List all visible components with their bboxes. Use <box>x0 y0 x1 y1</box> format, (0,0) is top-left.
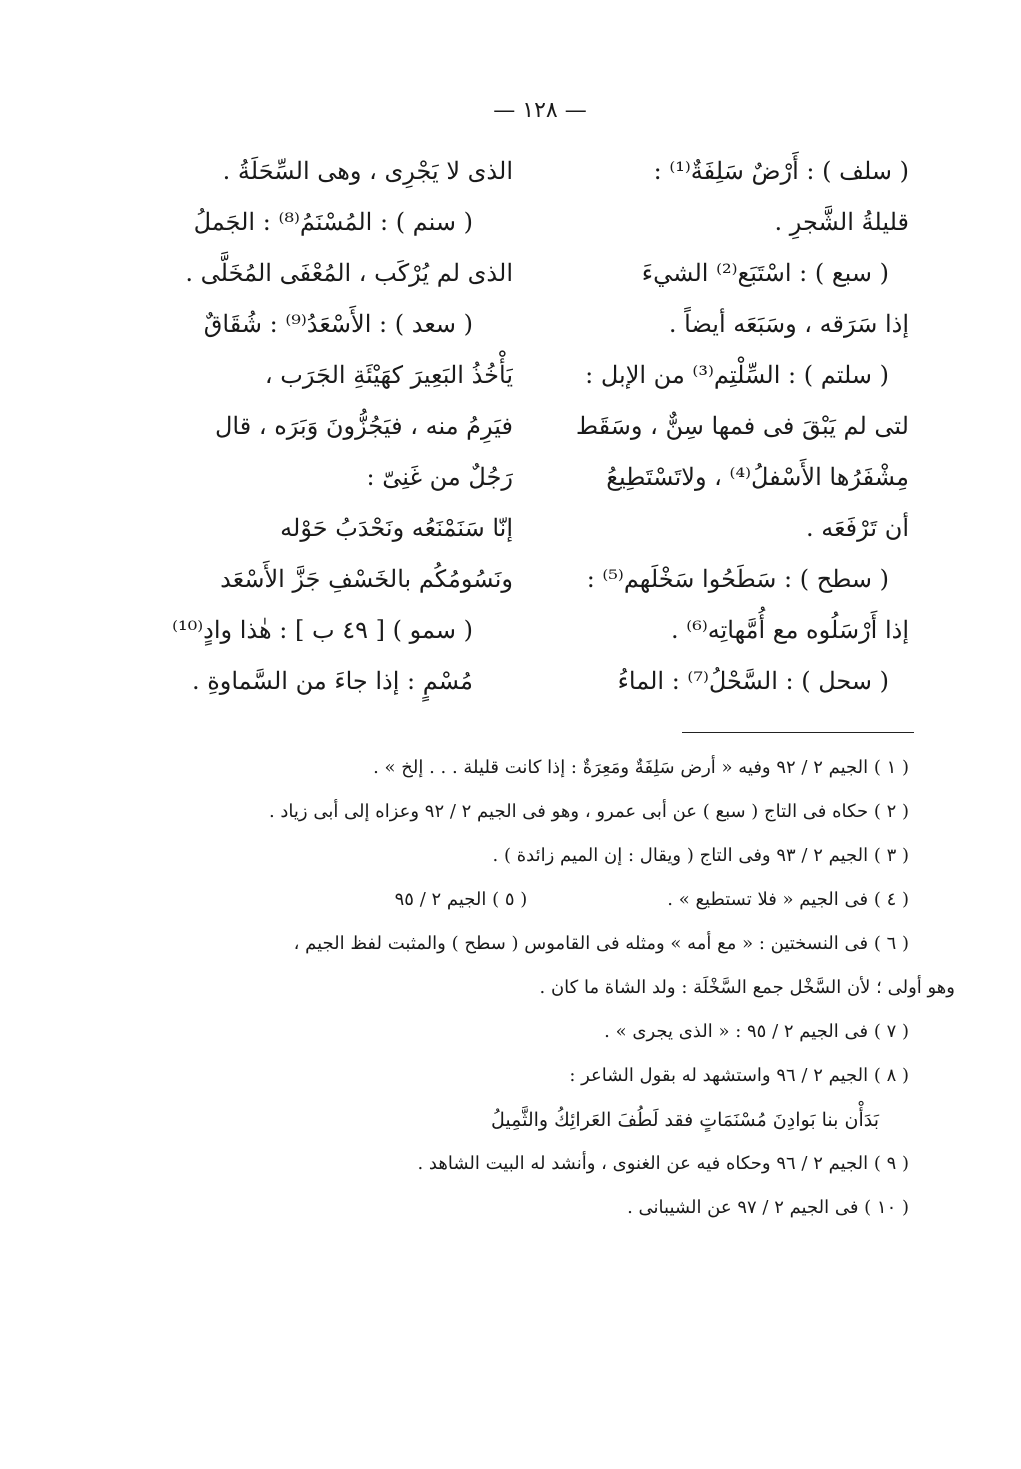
footnote: ( ٤ ) فى الجيم « فلا تستطيع » . <box>667 889 909 910</box>
footnote: ( ٣ ) الجيم ٢ / ٩٣ وفى التاج ( ويقال : إن الميم زائدة ) . <box>492 845 909 866</box>
entry-line: ( سحل ) : السَّحْلُ⁽⁷⁾ : الماءُ <box>617 667 889 695</box>
entry-line: أن تَرْفَعَه . <box>805 514 909 542</box>
entry-line: مِشْفَرُها الأَسْفلُ⁽⁴⁾ ، ولاتَسْتَطِيعُ <box>606 463 909 491</box>
spacer <box>527 878 667 922</box>
entry-line: ( سعد ) : الأَسْعَدُ⁽⁹⁾ : شُقَاقٌ <box>203 310 473 338</box>
footnote: ( ٢ ) حكاه فى التاج ( سبع ) عن أبى عمرو ، وهو فى الجيم ٢ / ٩٢ وعزاه إلى أبى زياد . <box>268 801 909 822</box>
footnote: ( ٩ ) الجيم ٢ / ٩٦ وحكاه فيه عن الغنوى ، وأنشد له البيت الشاهد . <box>417 1153 909 1174</box>
entry-line: ( سلف ) : أَرْضٌ سَلِفَةٌ⁽¹⁾ : <box>653 157 909 185</box>
footnote: ( ٧ ) فى الجيم ٢ / ٩٥ : « الذى يجرى » . <box>604 1021 909 1042</box>
footnote-verse: بَدَأْن بنا بَوادِنَ مُسْنَمَاتٍ فقد لَطُفَ العَرائِكُ والثَّمِيلُ <box>491 1109 879 1131</box>
verse-line: إنّا سَنَمْنَعُه ونَحْدَبُ حَوْله <box>280 514 513 542</box>
entry-line: الذى لم يُرْكَب ، المُعْفَى المُخَلَّى . <box>185 259 513 287</box>
entry-line: رَجُلٌ من غَنِىّ : <box>366 463 513 491</box>
entry-line: ( سطح ) : سَطَحُوا سَخْلَهم⁽⁵⁾ : <box>586 565 889 593</box>
footnotes <box>109 746 955 1230</box>
entry-line: ( سبع ) : اسْتَبَع⁽²⁾ الشيءَ <box>641 259 889 287</box>
entry-line: قليلةُ الشَّجرِ . <box>774 208 909 236</box>
entry-line: لتى لم يَبْقَ فى فمها سِنٌّ ، وسَقَط <box>575 412 909 440</box>
entry-line: ( سنم ) : المُسْنَمُ⁽⁸⁾ : الجَملُ <box>193 208 473 236</box>
entry-line: إذا سَرَقه ، وسَبَعَه أيضاً . <box>668 310 909 338</box>
right-column <box>539 146 909 707</box>
entry-line: فيَرِمُ منه ، فيَجُزُّونَ وَبَرَه ، قال <box>214 412 513 440</box>
footnote: ( ٨ ) الجيم ٢ / ٩٦ واستشهد له بقول الشاعر : <box>569 1065 909 1086</box>
entry-line: الذى لا يَجْرِى ، وهى السِّحَلَةُ . <box>222 157 513 185</box>
footnote-continuation: وهو أولى ؛ لأن السَّخْل جمع السَّخْلَة : ولد الشاة ما كان . <box>539 977 955 998</box>
left-column <box>143 146 513 707</box>
footnote-pair <box>109 878 909 922</box>
footnote: ( ٥ ) الجيم ٢ / ٩٥ <box>394 889 528 910</box>
entry-line: إذا أَرْسَلُوه مع أُمَّهاتِه⁽⁶⁾ . <box>671 616 909 644</box>
entry-line: ( سلتم ) : السِّلْتِم⁽³⁾ من الإبل : <box>585 361 889 389</box>
footnote: ( ٦ ) فى النسختين : « مع أمه » ومثله فى القاموس ( سطح ) والمثبت لفظ الجيم ، <box>293 933 909 954</box>
page-number: — ١٢٨ — <box>493 98 587 123</box>
entry-line: ( سمو ) [ ٤٩ ب ] : هٰذا وادٍ⁽¹⁰⁾ <box>172 616 473 644</box>
footnote: ( ١ ) الجيم ٢ / ٩٢ وفيه « أرض سَلِفَةٌ ومَعِرَةٌ : إذا كانت قليلة . . . إلخ » . <box>373 757 909 778</box>
verse-line: ونَسُومُكُم بالخَسْفِ جَزَّ الأَسْعَد <box>220 565 513 593</box>
footnote: ( ١٠ ) فى الجيم ٢ / ٩٧ عن الشيبانى . <box>627 1197 909 1218</box>
footnote-divider <box>682 732 914 733</box>
entry-line: يَأْخُذُ البَعِيرَ كهَيْئَةِ الجَرَب ، <box>264 361 513 389</box>
entry-line: مُسْمٍ : إذا جاءَ من السَّماوةِ . <box>191 667 473 695</box>
